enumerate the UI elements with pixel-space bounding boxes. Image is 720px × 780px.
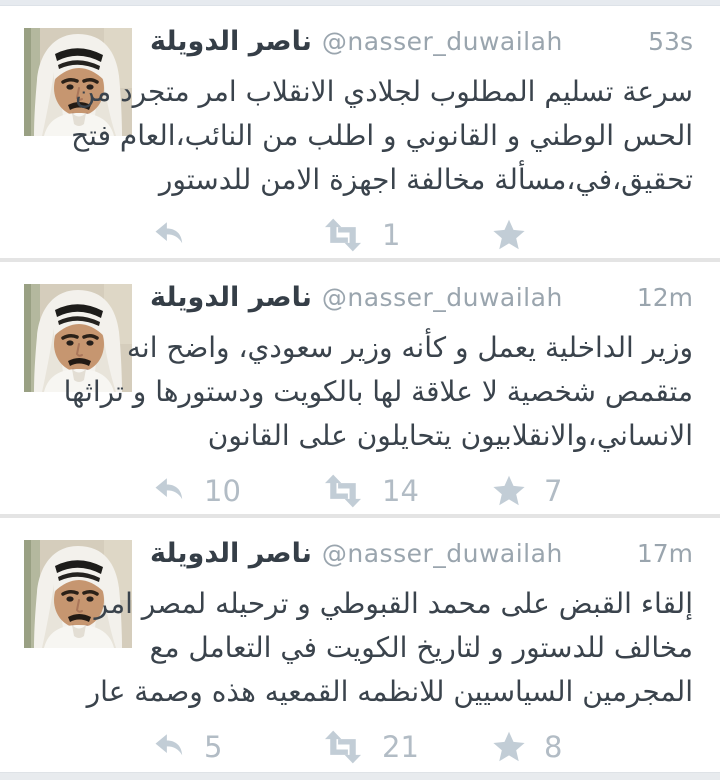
reply-arrow-icon	[150, 474, 188, 508]
reply-button[interactable]	[150, 474, 320, 508]
tweet-actions	[150, 214, 693, 256]
tweet-item-1[interactable]	[0, 6, 720, 262]
star-icon	[490, 217, 528, 253]
user-handle: @nasser_duwailah	[321, 283, 563, 312]
tweet-header	[150, 282, 693, 316]
display-name: ناصر الدويلة	[150, 26, 312, 57]
tweet-item-3[interactable]	[0, 518, 720, 772]
reply-count: 10	[204, 474, 241, 508]
tweet-text	[86, 582, 693, 714]
tweet-header	[150, 26, 693, 60]
star-icon	[490, 473, 528, 509]
tweet-header	[150, 538, 693, 572]
favorite-button[interactable]	[490, 473, 660, 509]
tweet-text-line: مخالف للدستور و لتاريخ الكويت في التعامل مع	[149, 631, 693, 664]
tweet-text	[71, 70, 693, 202]
retweet-count: 21	[382, 730, 419, 764]
tweet-text-line: وزير الداخلية يعمل و كأنه وزير سعودي، واضح انه	[126, 331, 693, 364]
favorite-button[interactable]	[490, 729, 660, 765]
retweet-button[interactable]	[320, 473, 490, 509]
retweet-button[interactable]	[320, 729, 490, 765]
tweet-text-line: المجرمين السياسيين للانظمه القمعيه هذه وصمة عار	[86, 675, 693, 708]
user-handle: @nasser_duwailah	[321, 539, 563, 568]
reply-button[interactable]	[150, 730, 320, 764]
tweet-text-line: متقمص شخصية لا علاقة لها بالكويت ودستورها و تراثها	[63, 375, 693, 408]
retweet-arrows-icon	[320, 217, 366, 253]
timestamp: 12m	[636, 283, 693, 312]
favorite-count: 8	[544, 730, 563, 764]
timestamp: 53s	[648, 27, 693, 56]
tweet-text-line: الحس الوطني و القانوني و اطلب من النائب،العام فتح	[71, 119, 693, 152]
tweet-actions	[150, 726, 693, 768]
tweet-text-line: سرعة تسليم المطلوب لجلادي الانقلاب امر متجرد من	[74, 75, 693, 108]
retweet-arrows-icon	[320, 729, 366, 765]
retweet-count: 14	[382, 474, 419, 508]
star-icon	[490, 729, 528, 765]
user-handle: @nasser_duwailah	[321, 27, 563, 56]
reply-arrow-icon	[150, 730, 188, 764]
tweet-text-line: إلقاء القبض على محمد القبوطي و ترحيله لمصر امر	[94, 587, 693, 620]
reply-button[interactable]	[150, 218, 320, 252]
reply-count: 5	[204, 730, 223, 764]
favorite-count: 7	[544, 474, 563, 508]
tweet-text	[63, 326, 693, 458]
retweet-count: 1	[382, 218, 401, 252]
retweet-button[interactable]	[320, 217, 490, 253]
tweet-text-line: تحقيق،في،مسألة مخالفة اجهزة الامن للدستور	[158, 163, 693, 196]
reply-arrow-icon	[150, 218, 188, 252]
tweet-actions	[150, 470, 693, 512]
tweet-item-2[interactable]	[0, 262, 720, 518]
tweet-text-line: الانساني،والانقلابيون يتحايلون على القانون	[207, 419, 693, 452]
timestamp: 17m	[636, 539, 693, 568]
display-name: ناصر الدويلة	[150, 538, 312, 569]
bottom-strip	[0, 772, 720, 780]
retweet-arrows-icon	[320, 473, 366, 509]
favorite-button[interactable]	[490, 217, 660, 253]
display-name: ناصر الدويلة	[150, 282, 312, 313]
